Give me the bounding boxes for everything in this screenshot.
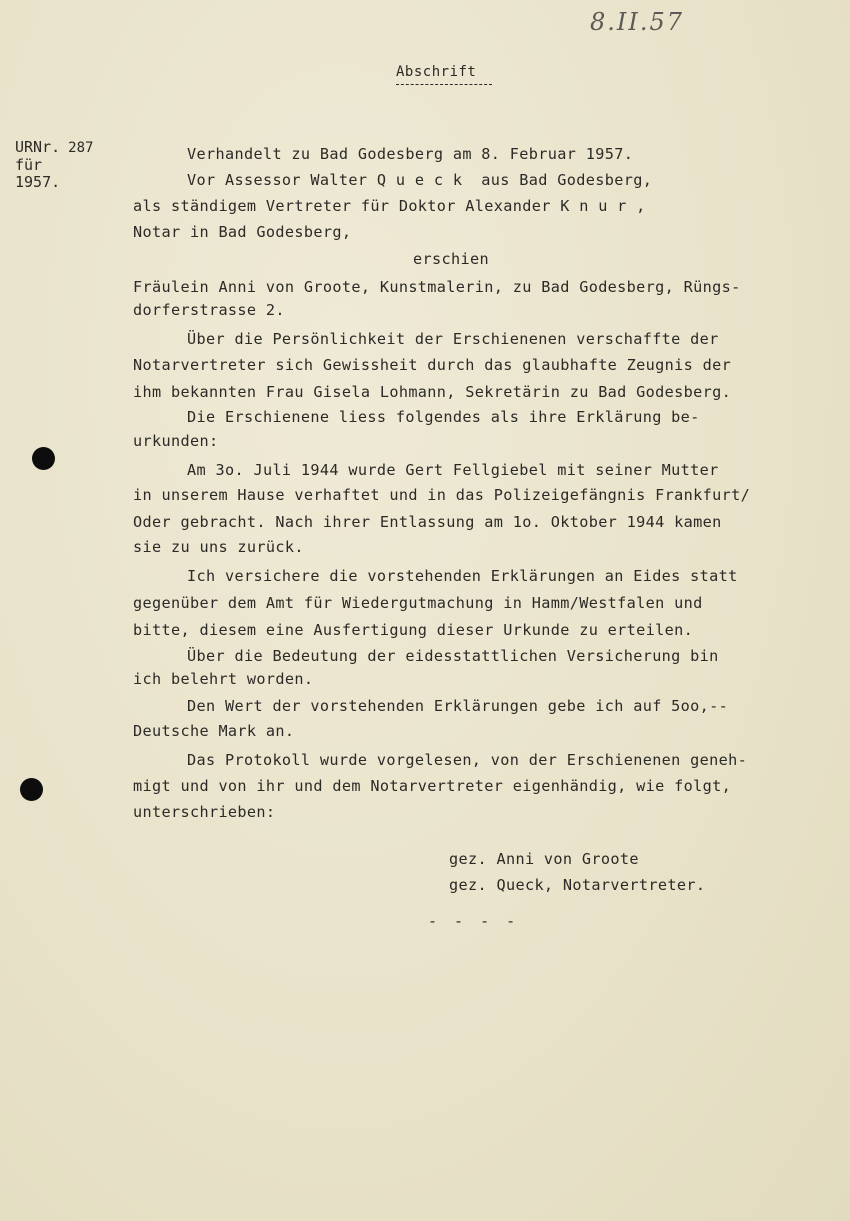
margin-fuer: für [15, 156, 43, 174]
body-line: Notarvertreter sich Gewissheit durch das glaubhafte Zeugnis der [133, 356, 732, 374]
body-line: Verhandelt zu Bad Godesberg am 8. Februar 1957. [187, 145, 634, 163]
body-line: Den Wert der vorstehenden Erklärungen gebe ich auf 5oo,-- [187, 697, 729, 715]
body-line: als ständigem Vertreter für Doktor Alexander K n u r , [133, 197, 646, 215]
body-line: urkunden: [133, 432, 219, 450]
body-line: Oder gebracht. Nach ihrer Entlassung am 1o. Oktober 1944 kamen [133, 513, 722, 531]
document-title: Abschrift [396, 64, 477, 80]
handwritten-date: 8.II.57 [590, 8, 685, 36]
body-line: Ich versichere die vorstehenden Erklärungen an Eides statt [187, 567, 738, 585]
body-line: erschien [413, 250, 489, 268]
urnr-label: URNr. [15, 138, 61, 156]
end-mark: - - - - [428, 912, 520, 930]
title-underline [396, 84, 492, 85]
body-line: Über die Persönlichkeit der Erschienenen verschaffte der [187, 330, 719, 348]
margin-register-note [15, 139, 93, 191]
body-line: unterschrieben: [133, 803, 276, 821]
body-line: Das Protokoll wurde vorgelesen, von der Erschienenen geneh- [187, 751, 748, 769]
body-line: sie zu uns zurück. [133, 538, 304, 556]
body-line: Vor Assessor Walter Q u e c k aus Bad Godesberg, [187, 171, 653, 189]
body-line: Notar in Bad Godesberg, [133, 223, 352, 241]
body-line: Fräulein Anni von Groote, Kunstmalerin, zu Bad Godesberg, Rüngs- [133, 278, 741, 296]
body-line: Über die Bedeutung der eidesstattlichen Versicherung bin [187, 647, 719, 665]
body-line: migt und von ihr und dem Notarvertreter eigenhändig, wie folgt, [133, 777, 732, 795]
body-line: Deutsche Mark an. [133, 722, 295, 740]
body-line: in unserem Hause verhaftet und in das Polizeigefängnis Frankfurt/ [133, 486, 751, 504]
body-line: bitte, diesem eine Ausfertigung dieser Urkunde zu erteilen. [133, 621, 694, 639]
urnr-number: 287 [68, 140, 94, 156]
signature-line: gez. Anni von Groote [449, 850, 639, 868]
punch-hole [20, 778, 43, 801]
body-line: Die Erschienene liess folgendes als ihre Erklärung be- [187, 408, 700, 426]
signature-line: gez. Queck, Notarvertreter. [449, 876, 706, 894]
margin-year: 1957. [15, 173, 61, 191]
body-line: gegenüber dem Amt für Wiedergutmachung in Hamm/Westfalen und [133, 594, 703, 612]
body-line: dorferstrasse 2. [133, 301, 285, 319]
punch-hole [32, 447, 55, 470]
body-line: ich belehrt worden. [133, 670, 314, 688]
body-line: ihm bekannten Frau Gisela Lohmann, Sekretärin zu Bad Godesberg. [133, 383, 732, 401]
body-line: Am 3o. Juli 1944 wurde Gert Fellgiebel mit seiner Mutter [187, 461, 719, 479]
